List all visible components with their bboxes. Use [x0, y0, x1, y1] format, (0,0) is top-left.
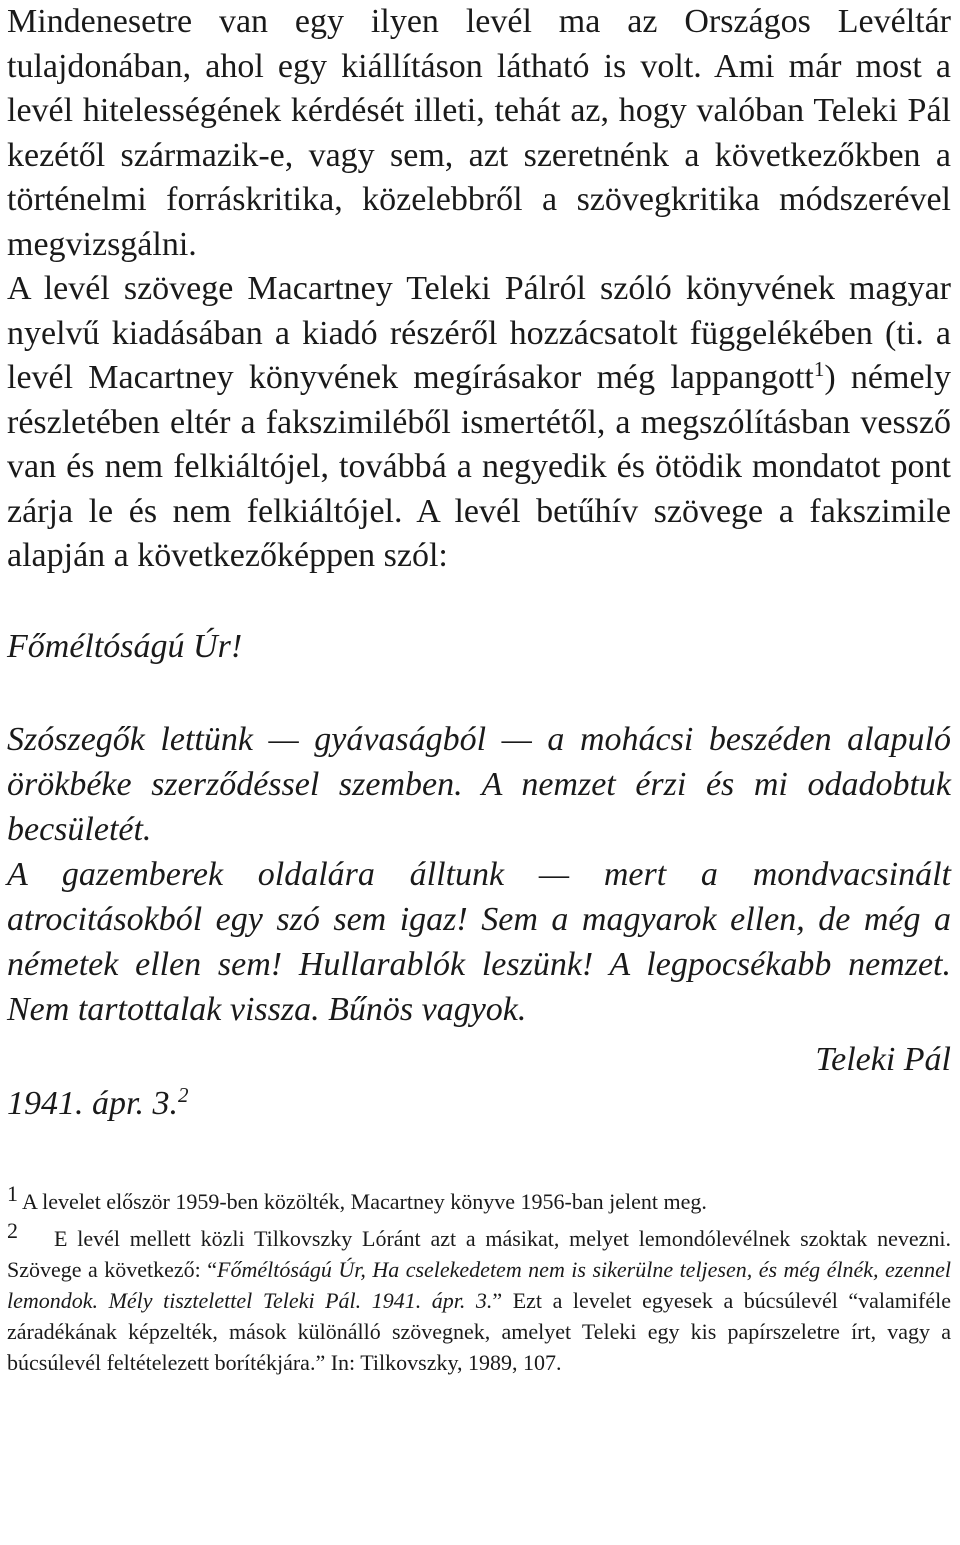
- footnote-2-marker: 2: [7, 1218, 18, 1243]
- letter-paragraph-2: A gazemberek oldalára álltunk — mert a mondvacsinált atrocitásokból egy szó sem igaz! Sem a magyarok ellen, de még a németek ellen sem! Hullarablók leszünk! A legpocsékabb nemzet. Nem tartottalak vissza. Bűnös vagyok.: [7, 856, 951, 1028]
- letter-signature: Teleki Pál: [815, 1041, 951, 1078]
- footnote-2-text-a: E levél mellett közli Tilkovszky Lóránt azt a másikat, melyet lemondólevélnek szoktak nevezni. Szövege a következő: “: [7, 1226, 951, 1282]
- letter-paragraph-1: Szószegők lettünk — gyávaságból — a mohácsi beszéden alapuló örökbéke szerződéssel szemben. A nemzet érzi és mi odadobtuk becsületét.: [7, 721, 951, 848]
- footnote-2-text-b: ” Ezt a levelet egyesek a búcsúlevél “valamiféle záradékának képzelték, mások különálló szövegnek, amelyet Teleki egy kis papírszeletre írt, vagy a búcsúlevél feltételezett borítékjára.” In: Tilkovszky, 1989, 107.: [7, 1288, 952, 1375]
- letter-body: [7, 717, 951, 1032]
- letter-salutation: Főméltóságú Úr!: [7, 627, 243, 665]
- body-paragraph-2-end: ) némely részletében eltér a fakszimiléből ismertétől, a megszólításban vessző van és nem felkiáltójel, továbbá a negyedik és ötödik mondatot pont zárja le és nem felkiáltójel. A levél betűhív szövege a fakszimile alapján a következőképpen szól:: [7, 359, 952, 574]
- footnote-2: [7, 1218, 952, 1378]
- letter-signature-block: [7, 1038, 951, 1126]
- footnote-ref-1: 1: [813, 357, 825, 381]
- footnote-ref-2: 2: [177, 1083, 189, 1107]
- body-paragraph-1: Mindenesetre van egy ilyen levél ma az Országos Levéltár tulajdonában, ahol egy kiállításon látható is volt. Ami már most a levél hitelességének kérdését illeti, tehát az, hogy valóban Teleki Pál kezétől származik-e, vagy sem, azt szeretnénk a következőkben a történelmi forráskritika, közelebbről a szövegkritika módszerével megvizsgálni.: [7, 3, 951, 263]
- letter-date: [7, 1082, 951, 1126]
- letter-date-text: 1941. ápr. 3.: [7, 1085, 178, 1122]
- footnotes: [7, 1181, 952, 1378]
- footnote-1: [7, 1181, 951, 1217]
- footnote-1-text: A levelet először 1959-ben közölték, Macartney könyve 1956-ban jelent meg.: [22, 1189, 707, 1214]
- quoted-letter: [7, 625, 951, 1127]
- footnote-2-quote: Főméltóságú Úr, Ha cselekedetem nem is sikerülne teljesen, és még élnék, ezennel lemondok. Mély tisztelettel Teleki Pál. 1941. ápr. 3.: [7, 1257, 951, 1313]
- body-paragraph-2-start: A levél szövege Macartney Teleki Pálról szóló könyvének magyar nyelvű kiadásában a kiadó részéről hozzácsatolt függelékében (ti. a levél Macartney könyvének megírásakor még lappangott: [7, 270, 951, 396]
- body-paragraph-2: [7, 267, 951, 579]
- footnote-1-marker: 1: [7, 1181, 18, 1206]
